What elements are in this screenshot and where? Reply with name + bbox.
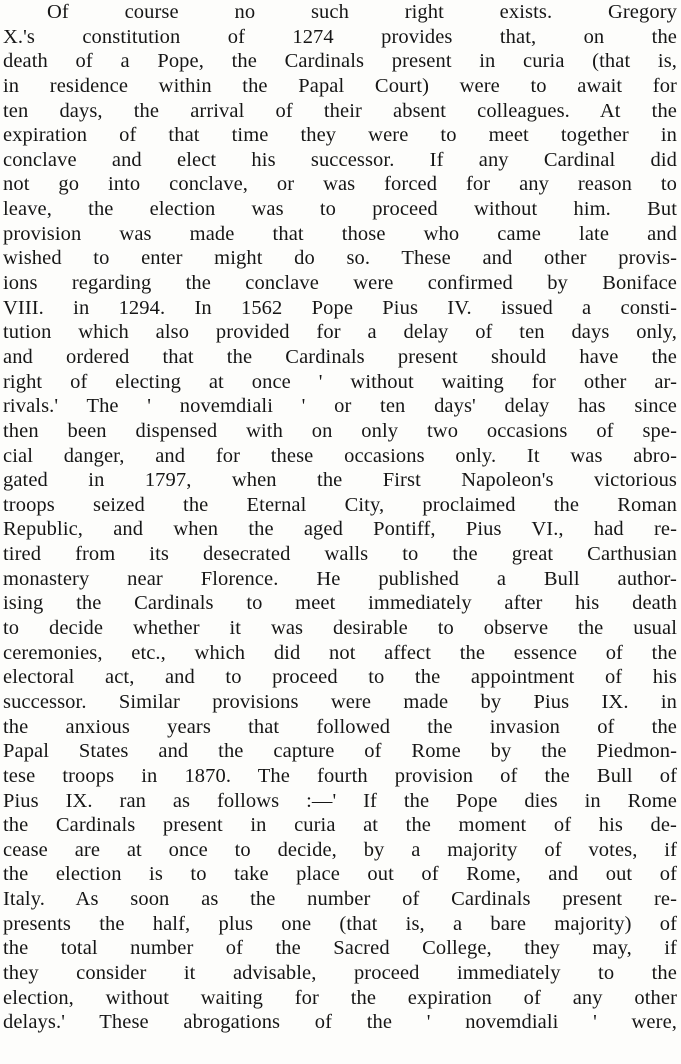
text-line: gated in 1797, when the First Napoleon's victorious: [3, 469, 677, 492]
text-line: ceremonies, etc., which did not affect the essence of the: [3, 641, 677, 664]
text-line: Of course no such right exists. Gregory: [47, 1, 677, 23]
text-line: ten days, the arrival of their absent colleagues. At the: [3, 99, 677, 122]
text-line: they consider it advisable, proceed immediately to the: [3, 961, 677, 984]
text-line: cease are at once to decide, by a majority of votes, if: [3, 838, 677, 861]
text-line: tution which also provided for a delay of ten days only,: [3, 321, 677, 344]
text-line: death of a Pope, the Cardinals present in curia (that is,: [3, 50, 677, 73]
text-line: ions regarding the conclave were confirmed by Boniface: [3, 272, 677, 295]
text-line: Italy. As soon as the number of Cardinals present re-: [3, 888, 677, 911]
text-line: troops seized the Eternal City, proclaimed the Roman: [3, 493, 677, 516]
text-line: conclave and elect his successor. If any Cardinal did: [3, 148, 677, 171]
text-line: Papal States and the capture of Rome by the Piedmon-: [3, 740, 677, 763]
text-line: tese troops in 1870. The fourth provision of the Bull of: [3, 764, 677, 787]
text-line: rivals.' The ' novemdiali ' or ten days' delay has since: [3, 395, 677, 418]
text-line: the anxious years that followed the invasion of the: [3, 715, 677, 738]
text-line: the total number of the Sacred College, they may, if: [3, 937, 677, 960]
text-line: VIII. in 1294. In 1562 Pope Pius IV. issued a consti-: [3, 296, 677, 319]
text-line: electoral act, and to proceed to the appointment of his: [3, 666, 677, 689]
text-line: expiration of that time they were to meet together in: [3, 124, 677, 147]
text-line: election, without waiting for the expiration of any other: [3, 986, 677, 1009]
text-line: wished to enter might do so. These and other provis-: [3, 247, 677, 270]
text-line: Republic, and when the aged Pontiff, Pius VI., had re-: [3, 518, 677, 541]
text-line: the Cardinals present in curia at the moment of his de-: [3, 814, 677, 837]
text-line: X.'s constitution of 1274 provides that, on the: [3, 25, 677, 48]
text-line: tired from its desecrated walls to the great Carthusian: [3, 543, 677, 566]
text-line: monastery near Florence. He published a Bull author-: [3, 567, 677, 590]
text-line: not go into conclave, or was forced for any reason to: [3, 173, 677, 196]
text-line: provision was made that those who came late and: [3, 222, 677, 245]
text-line: then been dispensed with on only two occasions of spe-: [3, 419, 677, 442]
text-line: ising the Cardinals to meet immediately after his death: [3, 592, 677, 615]
text-line: in residence within the Papal Court) were to await for: [3, 74, 677, 97]
article-column: [3, 0, 677, 1035]
text-line: successor. Similar provisions were made by Pius IX. in: [3, 690, 677, 713]
text-line: and ordered that the Cardinals present should have the: [3, 345, 677, 368]
text-line: delays.' These abrogations of the ' novemdiali ' were,: [3, 1011, 677, 1034]
text-line: Pius IX. ran as follows :—' If the Pope dies in Rome: [3, 789, 677, 812]
text-line: right of electing at once ' without waiting for other ar-: [3, 370, 677, 393]
text-line: leave, the election was to proceed without him. But: [3, 198, 677, 221]
text-line: to decide whether it was desirable to observe the usual: [3, 617, 677, 640]
text-line: presents the half, plus one (that is, a bare majority) of: [3, 912, 677, 935]
text-line: the election is to take place out of Rome, and out of: [3, 863, 677, 886]
text-line: cial danger, and for these occasions only. It was abro-: [3, 444, 677, 467]
